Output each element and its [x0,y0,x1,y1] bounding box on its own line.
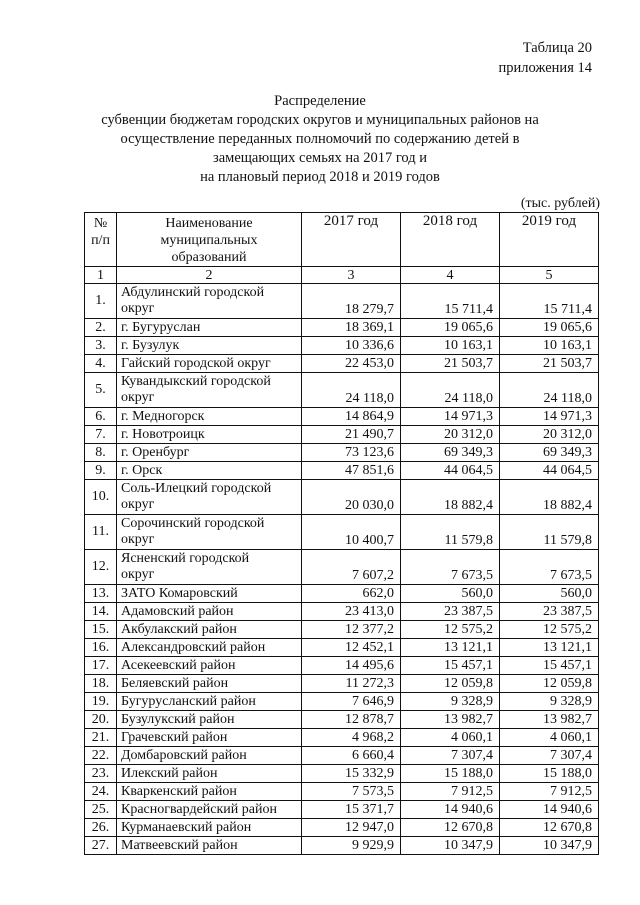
row-number: 3. [85,337,117,355]
amount-2019: 15 457,1 [500,657,599,675]
row-number: 9. [85,462,117,480]
row-number: 2. [85,319,117,337]
amount-2018: 23 387,5 [401,603,500,621]
subvention-table [84,212,599,855]
amount-2019: 7 307,4 [500,747,599,765]
municipality-name-line1: Акбулакский район [121,621,237,637]
table-row [85,729,599,747]
table-row [85,639,599,657]
amount-2019: 12 059,8 [500,675,599,693]
municipality-name [117,621,302,639]
amount-2017: 18 279,7 [302,284,401,319]
amount-2017: 21 490,7 [302,426,401,444]
amount-2019: 19 065,6 [500,319,599,337]
row-number: 26. [85,819,117,837]
row-number: 20. [85,711,117,729]
row-number: 25. [85,801,117,819]
amount-2018: 9 328,9 [401,693,500,711]
municipality-name [117,480,302,515]
amount-2018: 13 121,1 [401,639,500,657]
header-2017: 2017 год [302,213,401,267]
row-number: 1. [85,284,117,319]
municipality-name [117,747,302,765]
amount-2017: 12 452,1 [302,639,401,657]
municipality-name-line1: Беляевский район [121,675,229,691]
amount-2019: 11 579,8 [500,515,599,550]
municipality-name-line1: Ясненский городской [121,551,250,566]
municipality-name-line1: г. Оренбург [121,444,190,460]
amount-2018: 7 307,4 [401,747,500,765]
amount-2017: 12 377,2 [302,621,401,639]
amount-2019: 15 188,0 [500,765,599,783]
table-row [85,765,599,783]
municipality-name-line1: Асекеевский район [121,657,236,673]
header-number-line2: п/п [91,233,110,248]
municipality-name [117,426,302,444]
row-number: 5. [85,373,117,408]
table-row [85,355,599,373]
table-row [85,337,599,355]
amount-2018: 7 912,5 [401,783,500,801]
amount-2019: 20 312,0 [500,426,599,444]
column-numbering-row [85,267,599,284]
row-number: 11. [85,515,117,550]
table-body [85,284,599,855]
amount-2017: 23 413,0 [302,603,401,621]
municipality-name [117,337,302,355]
column-number: 1 [85,267,117,284]
table-header-row [85,213,599,267]
header-name [117,213,302,267]
amount-2018: 44 064,5 [401,462,500,480]
row-number: 4. [85,355,117,373]
municipality-name-line1: Грачевский район [121,729,228,745]
amount-2019: 23 387,5 [500,603,599,621]
municipality-name-line1: ЗАТО Комаровский [121,585,238,601]
municipality-name [117,355,302,373]
amount-2017: 9 929,9 [302,837,401,855]
amount-2017: 20 030,0 [302,480,401,515]
table-row [85,444,599,462]
header-name-line1: Наименование [165,216,253,231]
municipality-name-line1: Гайский городской округ [121,355,271,371]
table-row [85,515,599,550]
amount-2019: 15 711,4 [500,284,599,319]
municipality-name [117,801,302,819]
appendix-reference [499,38,592,78]
row-number: 14. [85,603,117,621]
row-number: 22. [85,747,117,765]
amount-2017: 10 400,7 [302,515,401,550]
header-name-line2: муниципальных [160,233,258,248]
header-2018: 2018 год [401,213,500,267]
amount-2018: 13 982,7 [401,711,500,729]
municipality-name [117,284,302,319]
row-number: 19. [85,693,117,711]
row-number: 8. [85,444,117,462]
table-row [85,462,599,480]
table-row [85,550,599,585]
row-number: 17. [85,657,117,675]
table-row [85,675,599,693]
amount-2017: 7 607,2 [302,550,401,585]
amount-2019: 10 163,1 [500,337,599,355]
row-number: 10. [85,480,117,515]
amount-2018: 18 882,4 [401,480,500,515]
title-line: осуществление переданных полномочий по содержанию детей в [120,131,520,147]
amount-2017: 4 968,2 [302,729,401,747]
amount-2019: 13 121,1 [500,639,599,657]
amount-2017: 662,0 [302,585,401,603]
municipality-name-line1: Сорочинский городской [121,516,265,531]
amount-2018: 14 971,3 [401,408,500,426]
table-number: Таблица 20 [522,40,592,56]
municipality-name [117,603,302,621]
row-number: 21. [85,729,117,747]
amount-2019: 10 347,9 [500,837,599,855]
appendix-number: приложения 14 [498,60,592,76]
municipality-name [117,408,302,426]
column-number: 5 [500,267,599,284]
municipality-name [117,585,302,603]
row-number: 24. [85,783,117,801]
column-number: 2 [117,267,302,284]
amount-2017: 6 660,4 [302,747,401,765]
municipality-name-line1: г. Медногорск [121,408,205,424]
row-number: 7. [85,426,117,444]
table-row [85,693,599,711]
header-name-line3: образований [171,250,247,265]
municipality-name-line1: Соль-Илецкий городской [121,481,272,496]
row-number: 27. [85,837,117,855]
municipality-name [117,462,302,480]
municipality-name-line2: округ [121,497,155,512]
municipality-name [117,711,302,729]
amount-2018: 21 503,7 [401,355,500,373]
table-row [85,657,599,675]
table-row [85,621,599,639]
amount-2018: 4 060,1 [401,729,500,747]
row-number: 16. [85,639,117,657]
amount-2018: 24 118,0 [401,373,500,408]
amount-2019: 44 064,5 [500,462,599,480]
amount-2018: 12 059,8 [401,675,500,693]
amount-2019: 12 575,2 [500,621,599,639]
amount-2018: 11 579,8 [401,515,500,550]
municipality-name [117,783,302,801]
municipality-name [117,729,302,747]
amount-2019: 9 328,9 [500,693,599,711]
municipality-name-line1: Кувандыкский городской [121,374,271,389]
amount-2018: 7 673,5 [401,550,500,585]
municipality-name-line2: округ [121,532,155,547]
municipality-name-line1: г. Бугуруслан [121,319,201,335]
municipality-name [117,819,302,837]
table-row [85,711,599,729]
amount-2017: 14 864,9 [302,408,401,426]
municipality-name [117,373,302,408]
municipality-name [117,657,302,675]
amount-2018: 14 940,6 [401,801,500,819]
table-row [85,837,599,855]
column-number: 3 [302,267,401,284]
amount-2018: 12 670,8 [401,819,500,837]
municipality-name-line1: г. Бузулук [121,337,180,353]
amount-2019: 69 349,3 [500,444,599,462]
table-row [85,603,599,621]
amount-2018: 15 457,1 [401,657,500,675]
row-number: 15. [85,621,117,639]
municipality-name [117,550,302,585]
municipality-name-line1: Абдулинский городской [121,285,265,300]
header-number-line1: № [93,216,108,231]
title-line: замещающих семьях на 2017 год и [212,150,428,166]
municipality-name-line2: округ [121,301,155,316]
amount-2017: 14 495,6 [302,657,401,675]
amount-2017: 47 851,6 [302,462,401,480]
table-row [85,408,599,426]
amount-2018: 15 711,4 [401,284,500,319]
municipality-name-line1: Бузулукский район [121,711,235,727]
title-line: на плановый период 2018 и 2019 годов [200,169,440,185]
amount-2017: 24 118,0 [302,373,401,408]
amount-2017: 15 371,7 [302,801,401,819]
amount-2019: 7 673,5 [500,550,599,585]
amount-2017: 22 453,0 [302,355,401,373]
amount-2017: 7 646,9 [302,693,401,711]
amount-2019: 7 912,5 [500,783,599,801]
amount-2018: 560,0 [401,585,500,603]
municipality-name-line1: Курманаевский район [121,819,252,835]
amount-2019: 560,0 [500,585,599,603]
amount-2017: 12 947,0 [302,819,401,837]
amount-2018: 19 065,6 [401,319,500,337]
table-row [85,747,599,765]
municipality-name-line1: Кваркенский район [121,783,237,799]
amount-2018: 15 188,0 [401,765,500,783]
municipality-name-line1: Адамовский район [121,603,234,619]
amount-2017: 18 369,1 [302,319,401,337]
amount-2019: 18 882,4 [500,480,599,515]
municipality-name-line1: г. Орск [121,462,163,478]
document-title [0,92,640,187]
municipality-name-line1: Домбаровский район [121,747,247,763]
row-number: 18. [85,675,117,693]
column-number: 4 [401,267,500,284]
municipality-name [117,444,302,462]
amount-2018: 20 312,0 [401,426,500,444]
municipality-name-line1: г. Новотроицк [121,426,205,442]
table-row [85,319,599,337]
amount-2017: 12 878,7 [302,711,401,729]
amount-2017: 15 332,9 [302,765,401,783]
amount-2019: 13 982,7 [500,711,599,729]
amount-2018: 10 347,9 [401,837,500,855]
amount-2017: 7 573,5 [302,783,401,801]
amount-2019: 4 060,1 [500,729,599,747]
amount-2019: 12 670,8 [500,819,599,837]
municipality-name-line1: Матвеевский район [121,837,238,853]
row-number: 12. [85,550,117,585]
amount-2019: 14 971,3 [500,408,599,426]
municipality-name [117,675,302,693]
table-row [85,819,599,837]
municipality-name-line1: Илекский район [121,765,218,781]
municipality-name [117,515,302,550]
table-row [85,801,599,819]
amount-2017: 11 272,3 [302,675,401,693]
amount-2017: 73 123,6 [302,444,401,462]
table-row [85,783,599,801]
title-line: субвенции бюджетам городских округов и муниципальных районов на [101,112,539,128]
amount-2018: 69 349,3 [401,444,500,462]
table-row [85,284,599,319]
municipality-name-line2: округ [121,567,155,582]
amount-2019: 24 118,0 [500,373,599,408]
municipality-name [117,837,302,855]
amount-2017: 10 336,6 [302,337,401,355]
header-number [85,213,117,267]
units-label: (тыс. рублей) [520,196,600,211]
table-row [85,426,599,444]
amount-2018: 12 575,2 [401,621,500,639]
title-line: Распределение [274,93,366,109]
amount-2018: 10 163,1 [401,337,500,355]
municipality-name [117,765,302,783]
header-2019: 2019 год [500,213,599,267]
municipality-name [117,639,302,657]
municipality-name-line2: округ [121,390,155,405]
amount-2019: 14 940,6 [500,801,599,819]
municipality-name-line1: Красногвардейский район [121,801,277,817]
municipality-name-line1: Александровский район [121,639,266,655]
amount-2019: 21 503,7 [500,355,599,373]
table-row [85,373,599,408]
municipality-name [117,319,302,337]
table-row [85,585,599,603]
table-row [85,480,599,515]
row-number: 13. [85,585,117,603]
municipality-name-line1: Бугурусланский район [121,693,256,709]
municipality-name [117,693,302,711]
row-number: 23. [85,765,117,783]
row-number: 6. [85,408,117,426]
